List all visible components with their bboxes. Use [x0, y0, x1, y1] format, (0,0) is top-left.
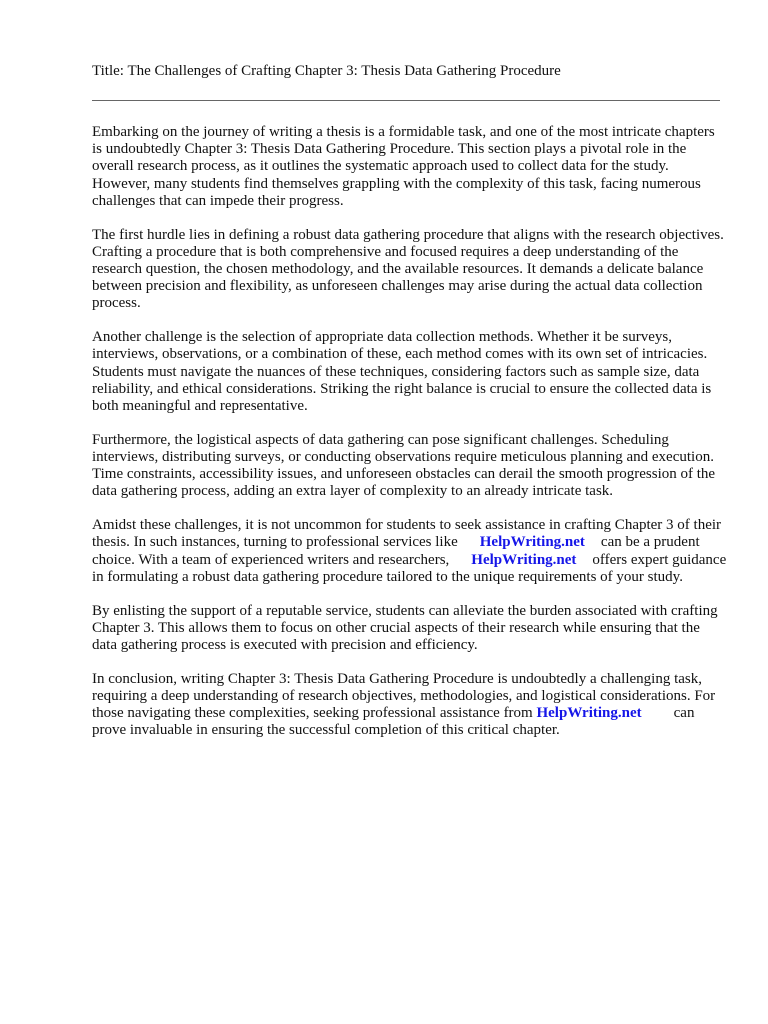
- helpwriting-link-2[interactable]: HelpWriting.net: [471, 551, 577, 568]
- paragraph-assistance: [92, 517, 728, 586]
- paragraph-intro: Embarking on the journey of writing a thesis is a formidable task, and one of the most intricate chapters is undoubtedly Chapter 3: Thesis Data Gathering Procedure. This section plays a pivotal role in the overall research process, as it outlines the systematic approach used to collect data for the study. However, many students find themselves grappling with the complexity of this task, facing numerous challenges that can impede their progress.: [92, 124, 715, 209]
- document-title: Title: The Challenges of Crafting Chapter 3: Thesis Data Gathering Procedure: [92, 63, 561, 79]
- paragraph-assistance-text-2: can be a prudent choice. With a team of experienced writers and researchers,: [92, 534, 700, 568]
- helpwriting-link-3[interactable]: HelpWriting.net: [536, 705, 642, 722]
- paragraph-logistics: Furthermore, the logistical aspects of data gathering can pose significant challenges. Scheduling interviews, distributing surveys, or conducting observations require meticulous planning and execution. Time constraints, accessibility issues, and unforeseen obstacles can derail the smooth progression of the data gathering process, adding an extra layer of complexity to an already intricate task.: [92, 431, 716, 500]
- paragraph-assistance-text-1: Amidst these challenges, it is not uncommon for students to seek assistance in crafting Chapter 3 of their thesis. In such instances, turning to professional services like: [92, 517, 722, 551]
- paragraph-methods: Another challenge is the selection of appropriate data collection methods. Whether it be surveys, interviews, observations, or a combination of these, each method comes with its own set of intricacies. Students must navigate the nuances of these techniques, considering factors such as sample size, data reliability, and ethical considerations. Striking the right balance is crucial to ensure the collected data is both meaningful and representative.: [92, 329, 712, 415]
- helpwriting-link-1[interactable]: HelpWriting.net: [479, 534, 585, 551]
- paragraph-conclusion-text-1: In conclusion, writing Chapter 3: Thesis Data Gathering Procedure is undoubtedly a challenging task, requiring a deep understanding of research objectives, methodologies, and logistical considerations. For those navigating these complexities, seeking professional assistance from: [92, 670, 716, 722]
- paragraph-assistance-text-3: offers expert guidance in formulating a robust data gathering procedure tailored to the unique requirements of your study.: [92, 551, 727, 585]
- paragraph-support: By enlisting the support of a reputable service, students can alleviate the burden associated with crafting Chapter 3. This allows them to focus on other crucial aspects of their research while ensuring that the data gathering process is executed with precision and efficiency.: [92, 602, 718, 654]
- paragraph-conclusion: [92, 671, 728, 740]
- paragraph-conclusion-text-2: can prove invaluable in ensuring the successful completion of this critical chapter.: [92, 705, 695, 739]
- paragraph-first-hurdle: The first hurdle lies in defining a robust data gathering procedure that aligns with the research objectives. Crafting a procedure that is both comprehensive and focused requires a deep understanding of the research question, the chosen methodology, and the available resources. It demands a delicate balance between precision and flexibility, as unforeseen challenges may arise during the actual data collection process.: [92, 226, 724, 312]
- document-body: [92, 124, 728, 756]
- title-divider: [92, 100, 720, 101]
